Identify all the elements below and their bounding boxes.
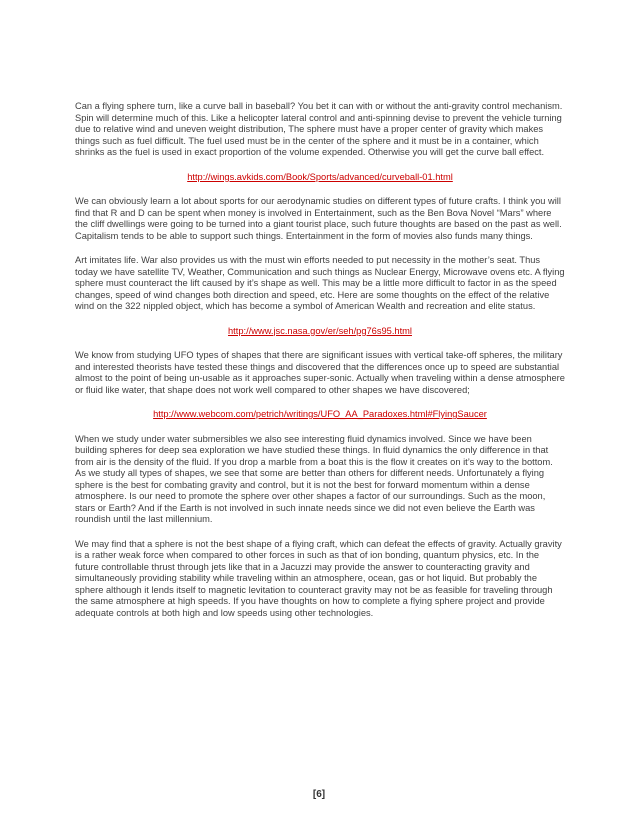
webcom-link[interactable]: http://www.webcom.com/petrich/writings/UFO_AA_Paradoxes.html#FlyingSaucer bbox=[153, 409, 487, 419]
paragraph-ufo-shapes: We know from studying UFO types of shapes that there are significant issues with vertical take-off spheres, the military and interested theorists have tested these things and discovered that the differences once up to speed are substantial almost to the point of being un-usable as it approaches super-sonic. Actually when traveling within a dense atmosphere or fluid like water, that shape does not work well compared to other shapes we have discovered; bbox=[75, 350, 565, 395]
paragraph-sports-aerodynamics: We can obviously learn a lot about sports for our aerodynamic studies on different types of future crafts. I think you will find that R and D can be spent when money is involved in Entertainment, such as the Ben Bova Novel “Mars” where the cliff dwellings were going to be turned into a giant tourist place, such future thoughts are based on the past as well. Capitalism tends to be able to support such things. Entertainment in the form of movies also funds many things. bbox=[75, 196, 562, 241]
paragraph-sphere-shape: We may find that a sphere is not the best shape of a flying craft, which can defeat the effects of gravity. Actually gravity is a rather weak force when compared to other forces in such as that of ion bonding, quantum physics, etc. In the future controllable thrust through jets like that in a Jacuzzi may provide the answer to counteracting gravity and simultaneously providing stability while traveling within an atmosphere, ocean, gas or hot liquid. But probably the sphere although it lends itself to magnetic levitation to counteract gravity may not be as feasible for traveling through the same atmosphere at high speeds. If you have thoughts on how to complete a flying sphere project and provide adequate controls at both high and low speeds using other technologies. bbox=[75, 538, 562, 618]
paragraph-art-imitates-life: Art imitates life. War also provides us with the must win efforts needed to put necessity in the mother’s seat. Thus today we have satellite TV, Weather, Communication and such things as Nuclear Energy, Microwave ovens etc. A flying sphere must counteract the lift caused by it’s shape as well. This may be a little more difficult to factor in as the speed changes, speed of wind changes both direction and speed, etc. Here are some thoughts on the effect of the relative wind on the 322 nippled object, which has become a symbol of American Wealth and recreation and elite status. bbox=[75, 255, 565, 311]
document-body bbox=[75, 101, 565, 632]
nasa-link[interactable]: http://www.jsc.nasa.gov/er/seh/pg76s95.html bbox=[228, 325, 412, 336]
link-line-curveball bbox=[75, 172, 565, 184]
page-number: [6] bbox=[312, 789, 326, 800]
paragraph-submersibles: When we study under water submersibles we also see interesting fluid dynamics involved. Since we have been building spheres for deep sea exploration we have studied these things. In fluid dynamics the only difference in that from air is the density of the fluid. If you drop a marble from a boat this is the flow it creates on it’s way to the bottom. As we study all types of shapes, we see that some are better than others for different needs. Unfortunately a flying sphere is the best for combating gravity and control, but it is not the best for forward momentum within a dense atmosphere. Is our need to promote the sphere over other shapes a factor of our surroundings. Such as the moon, stars or Earth? And if the Earth is not involved in such innate needs since we did not even believe the Earth was roundish until the last millennium. bbox=[75, 433, 553, 524]
curveball-link[interactable]: http://wings.avkids.com/Book/Sports/advanced/curveball-01.html bbox=[187, 171, 453, 182]
link-line-webcom bbox=[75, 409, 565, 421]
link-line-nasa bbox=[75, 326, 565, 338]
paragraph-curve-ball: Can a flying sphere turn, like a curve ball in baseball? You bet it can with or without the anti-gravity control mechanism. Spin will determine much of this. Like a helicopter lateral control and anti-spinning devise to prevent the vehicle turning due to relative wind and uneven weight distribution, The sphere must have a proper center of gravity which makes things such as fuel difficult. The fuel used must be in the center of the sphere and it must be in a container, which shrinks as the fuel is used in exact proportion of the volume expended. Otherwise you will get the curve ball effect. bbox=[75, 101, 563, 157]
